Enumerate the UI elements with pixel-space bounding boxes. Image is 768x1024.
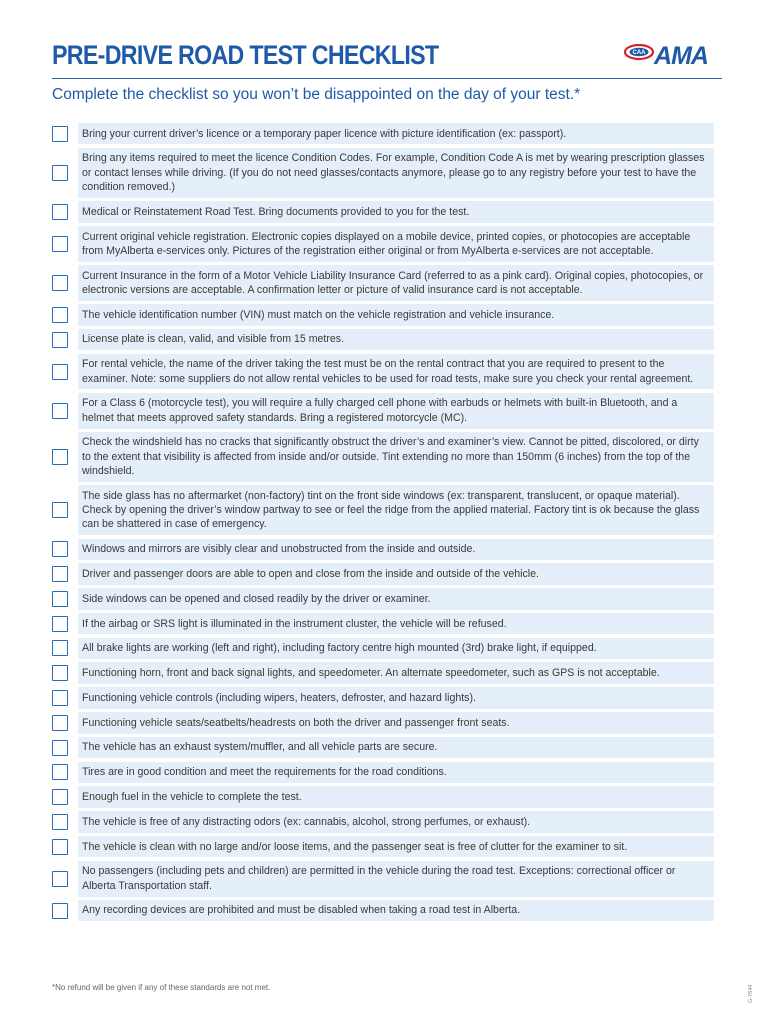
checklist-item — [52, 354, 714, 390]
checkbox[interactable] — [52, 903, 68, 919]
checkbox[interactable] — [52, 449, 68, 465]
checkbox[interactable] — [52, 307, 68, 323]
checkbox[interactable] — [52, 204, 68, 220]
checklist — [52, 123, 714, 925]
checkbox[interactable] — [52, 740, 68, 756]
checklist-item — [52, 432, 714, 482]
logo-badge-text: CAA — [632, 50, 646, 57]
checklist-item — [52, 563, 714, 584]
checkbox[interactable] — [52, 715, 68, 731]
checklist-item — [52, 201, 714, 222]
checklist-item — [52, 393, 714, 429]
checkbox[interactable] — [52, 591, 68, 607]
checkbox[interactable] — [52, 403, 68, 419]
checklist-item — [52, 588, 714, 609]
checklist-item — [52, 539, 714, 560]
checklist-item — [52, 638, 714, 659]
checkbox[interactable] — [52, 502, 68, 518]
checklist-item — [52, 861, 714, 897]
checklist-item — [52, 811, 714, 832]
checklist-item — [52, 123, 714, 144]
checklist-item — [52, 329, 714, 350]
checklist-item-text: For a Class 6 (motorcycle test), you will require a fully charged cell phone with earbuds or helmets with built-in Bluetooth, and a helmet that meets approved safety standards. Bring a registered motorcycle (MC). — [78, 393, 714, 429]
page-subtitle: Complete the checklist so you won’t be disappointed on the day of your test.* — [52, 86, 581, 103]
checkbox[interactable] — [52, 126, 68, 142]
checklist-item-text: Enough fuel in the vehicle to complete the test. — [78, 786, 714, 807]
checklist-item-text: Windows and mirrors are visibly clear and unobstructed from the inside and outside. — [78, 539, 714, 560]
checklist-item — [52, 900, 714, 921]
page-header — [52, 38, 722, 79]
checklist-item-text: The vehicle is clean with no large and/or loose items, and the passenger seat is free of clutter for the examiner to sit. — [78, 836, 714, 857]
checklist-item-text: The vehicle has an exhaust system/muffler, and all vehicle parts are secure. — [78, 737, 714, 758]
checkbox[interactable] — [52, 364, 68, 380]
checklist-item-text: Tires are in good condition and meet the requirements for the road conditions. — [78, 762, 714, 783]
checklist-item-text: The vehicle identification number (VIN) must match on the vehicle registration and vehicle insurance. — [78, 304, 714, 325]
checklist-item-text: Functioning horn, front and back signal lights, and speedometer. An alternate speedometer, such as GPS is not acceptable. — [78, 662, 714, 683]
checkbox[interactable] — [52, 789, 68, 805]
checklist-item — [52, 265, 714, 301]
checklist-item-text: Current Insurance in the form of a Motor Vehicle Liability Insurance Card (referred to as a pink card). Original copies, photocopies, or electronic versions are acceptable. A confirmation letter or picture of valid insurance card is not acceptable. — [78, 265, 714, 301]
checklist-item-text: Check the windshield has no cracks that significantly obstruct the driver’s and examiner’s view. Cannot be pitted, discolored, or dirty to the extent that visibility is affected from inside and/or outside. Tint extending no more than 150mm (6 inches) from the top of the windshield. — [78, 432, 714, 482]
checkbox[interactable] — [52, 332, 68, 348]
checklist-item-text: Functioning vehicle controls (including wipers, heaters, defroster, and hazard lights). — [78, 687, 714, 708]
checkbox[interactable] — [52, 275, 68, 291]
checklist-item — [52, 836, 714, 857]
checkbox[interactable] — [52, 616, 68, 632]
logo-text: AMA — [654, 42, 708, 70]
checklist-item-text: License plate is clean, valid, and visible from 15 metres. — [78, 329, 714, 350]
checklist-item — [52, 687, 714, 708]
checkbox[interactable] — [52, 764, 68, 780]
checklist-item-text: Driver and passenger doors are able to open and close from the inside and outside of the vehicle. — [78, 563, 714, 584]
checkbox[interactable] — [52, 541, 68, 557]
checklist-item — [52, 712, 714, 733]
document-code: G-7644 — [748, 984, 754, 1003]
checkbox[interactable] — [52, 839, 68, 855]
checklist-item — [52, 737, 714, 758]
checkbox[interactable] — [52, 566, 68, 582]
footnote: *No refund will be given if any of these standards are not met. — [52, 983, 271, 992]
checklist-item-text: All brake lights are working (left and right), including factory centre high mounted (3rd) brake light, if equipped. — [78, 638, 714, 659]
checklist-item-text: Bring any items required to meet the licence Condition Codes. For example, Condition Code A is met by wearing prescription glasses or contact lenses while driving. (If you do not need glasses/contacts anymore, please go to any registry before your test to have the condition removed.) — [78, 148, 714, 198]
checklist-item — [52, 786, 714, 807]
checklist-item-text: Any recording devices are prohibited and must be disabled when taking a road test in Alberta. — [78, 900, 714, 921]
checklist-item-text: No passengers (including pets and children) are permitted in the vehicle during the road test. Exceptions: correctional officer or Alberta Transportation staff. — [78, 861, 714, 897]
checkbox[interactable] — [52, 165, 68, 181]
checklist-item-text: The side glass has no aftermarket (non-factory) tint on the front side windows (ex: transparent, translucent, or opaque material). Check by opening the driver’s window partway to see or feel the ridge from the applied material. Factory tint is ok because the glass can be shattered in case of emergency. — [78, 485, 714, 535]
checklist-item-text: The vehicle is free of any distracting odors (ex: cannabis, alcohol, strong perfumes, or exhaust). — [78, 811, 714, 832]
checkbox[interactable] — [52, 236, 68, 252]
checklist-item-text: For rental vehicle, the name of the driver taking the test must be on the rental contract that you are required to present to the examiner. Note: some suppliers do not allow rental vehicles to be used for road tests, make sure you check your rental agreement. — [78, 354, 714, 390]
checkbox[interactable] — [52, 640, 68, 656]
checklist-item-text: Medical or Reinstatement Road Test. Bring documents provided to you for the test. — [78, 201, 714, 222]
checklist-item — [52, 762, 714, 783]
checklist-item-text: Bring your current driver’s licence or a temporary paper licence with picture identification (ex: passport). — [78, 123, 714, 144]
checkbox[interactable] — [52, 665, 68, 681]
checklist-item-text: Side windows can be opened and closed readily by the driver or examiner. — [78, 588, 714, 609]
checklist-item-text: If the airbag or SRS light is illuminated in the instrument cluster, the vehicle will be refused. — [78, 613, 714, 634]
checklist-item — [52, 485, 714, 535]
checklist-item — [52, 148, 714, 198]
checklist-item — [52, 226, 714, 262]
checkbox[interactable] — [52, 871, 68, 887]
checklist-item — [52, 304, 714, 325]
checklist-item-text: Functioning vehicle seats/seatbelts/headrests on both the driver and passenger front seats. — [78, 712, 714, 733]
checkbox[interactable] — [52, 814, 68, 830]
checkbox[interactable] — [52, 690, 68, 706]
ama-logo — [624, 40, 718, 70]
checklist-item-text: Current original vehicle registration. Electronic copies displayed on a mobile device, printed copies, or photocopies are acceptable from MyAlberta e-services only. Pictures of the registration either original or from MyAlberta e-services are not acceptable. — [78, 226, 714, 262]
page-title: PRE-DRIVE ROAD TEST CHECKLIST — [52, 40, 439, 70]
checklist-item — [52, 613, 714, 634]
checklist-item — [52, 662, 714, 683]
